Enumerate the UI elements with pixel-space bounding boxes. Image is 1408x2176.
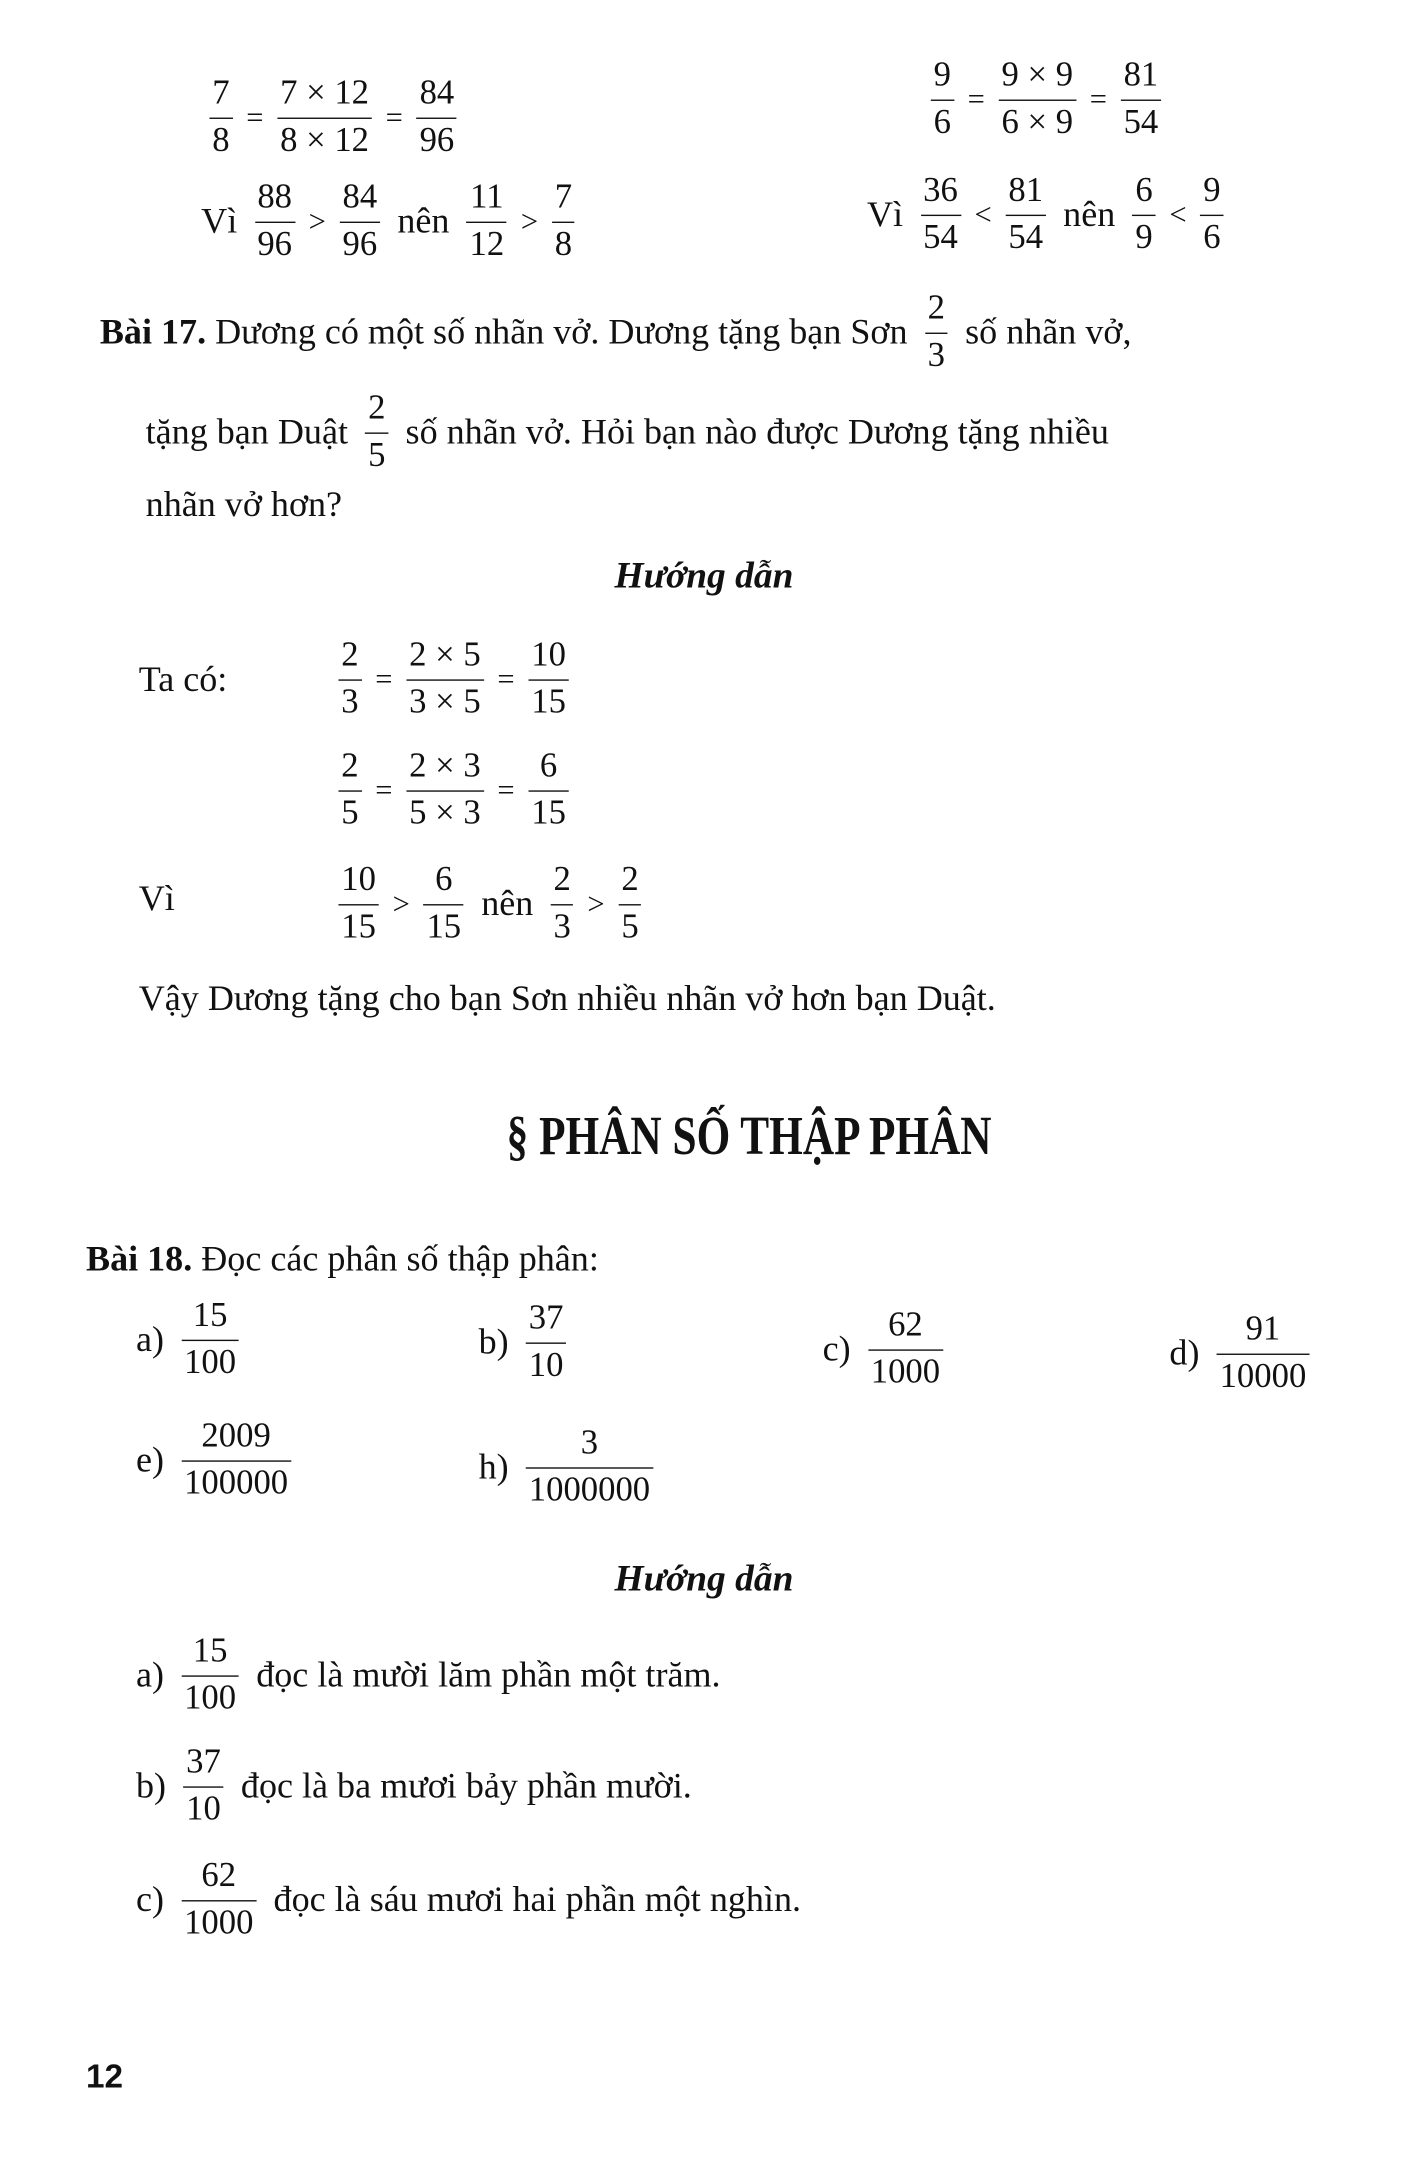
numerator: 10 [341, 861, 376, 899]
guide-heading-18: Hướng dẫn [614, 1557, 794, 1599]
denominator: 100 [181, 1339, 239, 1383]
numerator: 9 [933, 56, 951, 94]
text-line [146, 484, 342, 526]
numerator: 62 [888, 1306, 923, 1344]
denominator: 15 [528, 679, 568, 723]
numerator: 37 [528, 1299, 564, 1337]
exercise-label: Bài 18. [86, 1238, 193, 1279]
denominator: 1000000 [526, 1467, 653, 1511]
fraction [255, 179, 295, 266]
numerator: 2 × 5 [409, 636, 481, 674]
text: nên [388, 201, 459, 242]
fraction [365, 389, 388, 476]
text: số nhãn vở. Hỏi bạn nào được Dương tặng nhiều [396, 411, 1109, 453]
operator: = [497, 661, 515, 697]
text-line [330, 861, 650, 948]
numerator: 2 [621, 861, 639, 899]
numerator: 2 × 3 [409, 747, 481, 785]
denominator: 100000 [181, 1460, 291, 1504]
numerator: 9 [1203, 171, 1221, 210]
denominator: 1000 [181, 1900, 256, 1944]
numerator: 2 [553, 861, 571, 899]
text: c) [135, 1879, 173, 1920]
text-line [867, 172, 1232, 259]
fraction [181, 1632, 239, 1719]
fraction [1121, 57, 1161, 144]
fraction [526, 1299, 566, 1386]
text-line [100, 290, 1132, 377]
guide-heading-17: Hướng dẫn [614, 554, 794, 596]
numerator: 84 [419, 74, 455, 113]
text-line [330, 636, 577, 723]
fraction [1200, 172, 1223, 259]
denominator: 5 [365, 432, 388, 476]
fraction [406, 636, 483, 723]
numerator: 81 [1008, 171, 1044, 210]
denominator: 6 [931, 99, 954, 143]
numerator: 37 [186, 1743, 221, 1781]
text: tặng bạn Duật [145, 411, 357, 453]
fraction [528, 636, 568, 723]
text-line [136, 1297, 247, 1384]
operator: < [1169, 196, 1187, 232]
numerator: 91 [1245, 1310, 1281, 1349]
fraction [406, 747, 483, 834]
fraction [551, 861, 574, 948]
text-line [330, 747, 577, 834]
numerator: 11 [470, 178, 504, 217]
text: Đọc các phân số thập phân: [192, 1238, 599, 1279]
text: d) [1169, 1333, 1209, 1374]
text: b) [478, 1322, 518, 1363]
operator: > [308, 203, 326, 239]
numerator: 6 [1135, 171, 1153, 210]
numerator: 2009 [201, 1417, 271, 1455]
operator: = [375, 661, 393, 697]
numerator: 6 [435, 861, 453, 899]
text-line [146, 389, 1109, 476]
numerator: 84 [342, 178, 378, 217]
exercise-label: Bài 17. [99, 312, 207, 353]
fraction [526, 1424, 653, 1511]
text: nên [472, 883, 543, 924]
operator: = [1089, 81, 1107, 117]
numerator: 15 [192, 1632, 228, 1670]
denominator: 9 [1133, 214, 1156, 258]
denominator: 96 [255, 221, 295, 265]
numerator: 15 [192, 1296, 228, 1335]
text: Vậy Dương tặng cho bạn Sơn nhiều nhãn vở hơn bạn Duật. [138, 977, 996, 1019]
text-line [86, 1239, 599, 1281]
denominator: 15 [338, 904, 378, 948]
operator: > [392, 886, 410, 922]
numerator: 62 [201, 1857, 237, 1895]
denominator: 54 [920, 214, 960, 258]
fraction [338, 636, 361, 723]
page-number: 12 [86, 2058, 124, 2097]
text: Vì [201, 201, 247, 242]
fraction [424, 861, 464, 948]
denominator: 8 [209, 117, 232, 161]
text: h) [478, 1446, 518, 1488]
fraction [1133, 172, 1156, 259]
fraction [209, 75, 232, 162]
text: nhãn vở hơn? [145, 484, 343, 525]
denominator: 6 × 9 [999, 99, 1076, 143]
text-line [1169, 1311, 1317, 1398]
numerator: 9 × 9 [1001, 56, 1074, 94]
denominator: 5 [619, 904, 642, 948]
numerator: 10 [531, 636, 566, 674]
denominator: 5 [338, 790, 361, 834]
text: nên [1054, 194, 1125, 235]
denominator: 8 × 12 [277, 117, 371, 161]
fraction [925, 290, 948, 377]
fraction [1217, 1311, 1309, 1398]
operator: = [497, 772, 515, 808]
numerator: 88 [257, 178, 293, 217]
fraction [920, 172, 960, 259]
fraction [552, 179, 575, 266]
text-line [136, 1743, 692, 1830]
operator: < [974, 196, 992, 232]
numerator: 2 [927, 289, 946, 328]
operator: = [967, 81, 985, 117]
text-line [479, 1424, 662, 1511]
fraction [528, 747, 568, 834]
text: đọc là ba mươi bảy phần mười. [231, 1765, 692, 1807]
text-line [479, 1299, 575, 1386]
text-line [136, 1632, 721, 1719]
text-line [136, 1417, 299, 1504]
numerator: 3 [580, 1424, 599, 1462]
denominator: 3 [338, 679, 361, 723]
text-line [136, 1857, 801, 1944]
denominator: 6 [1200, 214, 1223, 258]
text-line [139, 659, 228, 701]
denominator: 1000 [868, 1349, 943, 1393]
numerator: 6 [539, 747, 558, 785]
text: e) [135, 1439, 173, 1481]
denominator: 96 [340, 221, 380, 265]
text-line [139, 878, 175, 920]
text: Ta có: [138, 658, 228, 700]
numerator: 36 [923, 171, 958, 210]
numerator: 7 [212, 74, 230, 113]
denominator: 3 [551, 904, 574, 948]
text-line [201, 75, 465, 162]
text-line [139, 978, 996, 1020]
denominator: 5 × 3 [406, 790, 483, 834]
text-line [823, 1306, 952, 1393]
denominator: 10 [526, 1342, 566, 1386]
numerator: 7 [554, 178, 573, 217]
text: Vì [867, 194, 913, 235]
numerator: 2 [341, 636, 359, 674]
fraction [931, 57, 954, 144]
fraction [417, 75, 457, 162]
denominator: 8 [552, 221, 575, 265]
fraction [338, 747, 361, 834]
text-line [922, 57, 1169, 144]
operator: = [246, 99, 264, 135]
denominator: 54 [1121, 99, 1161, 143]
text: đọc là mười lăm phần một trăm. [247, 1654, 721, 1696]
operator: > [587, 886, 605, 922]
denominator: 12 [467, 221, 507, 265]
text: a) [135, 1319, 173, 1360]
text: đọc là sáu mươi hai phần một nghìn. [264, 1879, 802, 1920]
denominator: 3 [925, 332, 948, 376]
text: Vì [138, 878, 175, 919]
fraction [181, 1297, 239, 1384]
denominator: 15 [424, 904, 464, 948]
operator: = [375, 772, 393, 808]
text: Dương có một số nhãn vở. Dương tặng bạn Sơn [206, 312, 917, 353]
text: c) [822, 1328, 860, 1370]
text-line [201, 179, 583, 266]
text: a) [135, 1654, 173, 1696]
fraction [868, 1306, 943, 1393]
operator: = [385, 99, 403, 135]
denominator: 100 [181, 1675, 239, 1719]
text: số nhãn vở, [956, 312, 1132, 353]
denominator: 10000 [1217, 1353, 1309, 1397]
fraction [338, 861, 378, 948]
fraction [183, 1743, 223, 1830]
fraction [999, 57, 1076, 144]
text: b) [135, 1765, 176, 1807]
fraction [1006, 172, 1046, 259]
numerator: 2 [368, 389, 386, 427]
numerator: 81 [1123, 56, 1159, 94]
denominator: 3 × 5 [406, 679, 483, 723]
denominator: 15 [528, 790, 568, 834]
denominator: 54 [1006, 214, 1046, 258]
fraction [619, 861, 642, 948]
operator: > [520, 203, 539, 239]
denominator: 10 [183, 1786, 223, 1830]
fraction [277, 75, 371, 162]
fraction [467, 179, 507, 266]
fraction [181, 1417, 291, 1504]
denominator: 96 [417, 117, 457, 161]
fraction [181, 1857, 256, 1944]
fraction [340, 179, 380, 266]
numerator: 2 [341, 747, 359, 785]
section-heading: § PHÂN SỐ THẬP PHÂN [506, 1104, 992, 1167]
numerator: 7 × 12 [280, 74, 370, 113]
